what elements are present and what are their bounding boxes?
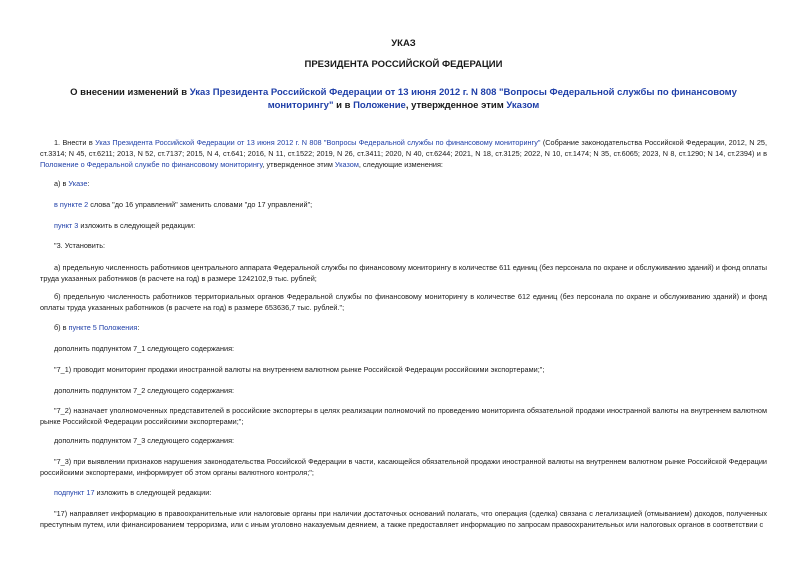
pa-link-decree[interactable]: Указе <box>68 179 88 188</box>
pa1-link-item-2[interactable]: в пункте 2 <box>54 200 89 209</box>
paragraph-b8: "17) направляет информацию в правоохранительные или налоговые органы при наличии достаточных оснований полагать, что операция (сделка) связана с легализацией (отмыванием) доходов, полученных преступным путем, или финансированием терроризма, или с иным уголовно наказуемым деянием, а также предоставляет информацию по запросам правоохранительных или налоговых органов в соответствии с <box>40 509 767 529</box>
paragraph-a4: а) предельную численность работников центрального аппарата Федеральной службы по финансовому мониторингу в количестве 611 единиц (без персонала по охране и обслуживанию зданий) и фонд оплаты труда указанных работников (в расчете на год) в размере 1242102,9 тыс. рублей; <box>40 263 767 283</box>
paragraph-b6: "7_3) при выявлении признаков нарушения законодательства Российской Федерации в части, касающейся обязательной продажи иностранной валюты на внутреннем валютном рынке Российской Федерации российскими экспортерами, информирует об этом органы валютного контроля;"; <box>40 457 767 477</box>
paragraph-a1 <box>40 199 767 210</box>
paragraph-a3: "3. Установить: <box>54 241 106 250</box>
paragraph-a2 <box>40 220 767 231</box>
pa2-link-item-3[interactable]: пункт 3 <box>54 221 79 230</box>
pa1-text: слова "до 16 управлений" заменить словами "до 17 управлений"; <box>88 200 313 209</box>
pb-prefix: б) в <box>54 323 69 332</box>
paragraph-b1: дополнить подпунктом 7_1 следующего содержания: <box>54 344 235 353</box>
paragraph-b <box>40 322 767 333</box>
p1-text: (Собрание законодательства Российской Федерации, 2012, N 25, ст.3314; N 45, ст.6211; 2013, N 52, ст.7137; 2015, N 4, ст.641; 2016, N 11, ст.1522; 2019, N 26, ст.3411; 2020, N 40, ст.6244; 2021, N 18, ст.3125; 2022, N 10, ст.1474; N 35, ст.6065; 2023, N 8, ст.1290; N 14, ст.2394) и в <box>40 138 767 158</box>
p1-text-2: , утвержденное этим <box>262 160 335 169</box>
pb-link-item-5[interactable]: пункте 5 Положения <box>68 323 138 332</box>
paragraph-1 <box>40 137 767 170</box>
paragraph-b4: "7_2) назначает уполномоченных представителей в российские экспортеры в целях реализации полномочий по проведению мониторинга обязательной продажи иностранной валюты на внутреннем валютном рынке Российской Федерации российскими экспортерами;"; <box>40 406 767 426</box>
pa-prefix: а) в <box>54 179 69 188</box>
subheading-suffix: , утвержденное этим <box>405 100 507 111</box>
pb7-text: изложить в следующей редакции: <box>94 488 212 497</box>
link-decree-short[interactable]: Указом <box>506 100 540 111</box>
pa-suffix: : <box>87 179 90 188</box>
p1-link-decree-short[interactable]: Указом <box>334 160 359 169</box>
paragraph-a <box>40 178 767 189</box>
pb-suffix: : <box>137 323 140 332</box>
paragraph-b5: дополнить подпунктом 7_3 следующего содержания: <box>54 436 235 445</box>
pb7-link-subitem-17[interactable]: подпункт 17 <box>54 488 95 497</box>
paragraph-b7 <box>40 487 767 498</box>
p1-prefix: 1. Внести в <box>54 138 96 147</box>
paragraph-b3: дополнить подпунктом 7_2 следующего содержания: <box>54 386 235 395</box>
link-regulation[interactable]: Положение <box>353 100 406 111</box>
link-decree-808[interactable]: Указ Президента Российской Федерации от 13 июня 2012 г. N 808 "Вопросы Федеральной службы по финансовому мониторингу" <box>189 87 737 111</box>
paragraph-b2: "7_1) проводит мониторинг продажи иностранной валюты на внутреннем валютном рынке Российской Федерации российскими экспортерами;"; <box>54 365 545 374</box>
paragraph-a5: б) предельную численность работников территориальных органов Федеральной службы по финансовому мониторингу в количестве 612 единиц (без персонала по охране и обслуживанию зданий) и фонд оплаты труда указанных работников (в расчете на год) в размере 653636,7 тыс. рублей."; <box>40 292 767 312</box>
subheading-middle: и в <box>333 100 354 111</box>
document-issuer: ПРЕЗИДЕНТА РОССИЙСКОЙ ФЕДЕРАЦИИ <box>304 59 503 70</box>
p1-link-decree[interactable]: Указ Президента Российской Федерации от 13 июня 2012 г. N 808 "Вопросы Федеральной службы по финансовому мониторингу" <box>95 138 541 147</box>
subheading-prefix: О внесении изменений в <box>70 87 190 98</box>
p1-text-3: , следующие изменения: <box>358 160 443 169</box>
document-subheading <box>40 86 767 112</box>
document-title: УКАЗ <box>391 38 416 49</box>
pa2-text: изложить в следующей редакции: <box>78 221 196 230</box>
p1-link-regulation[interactable]: Положение о Федеральной службе по финансовому мониторингу <box>40 160 263 169</box>
